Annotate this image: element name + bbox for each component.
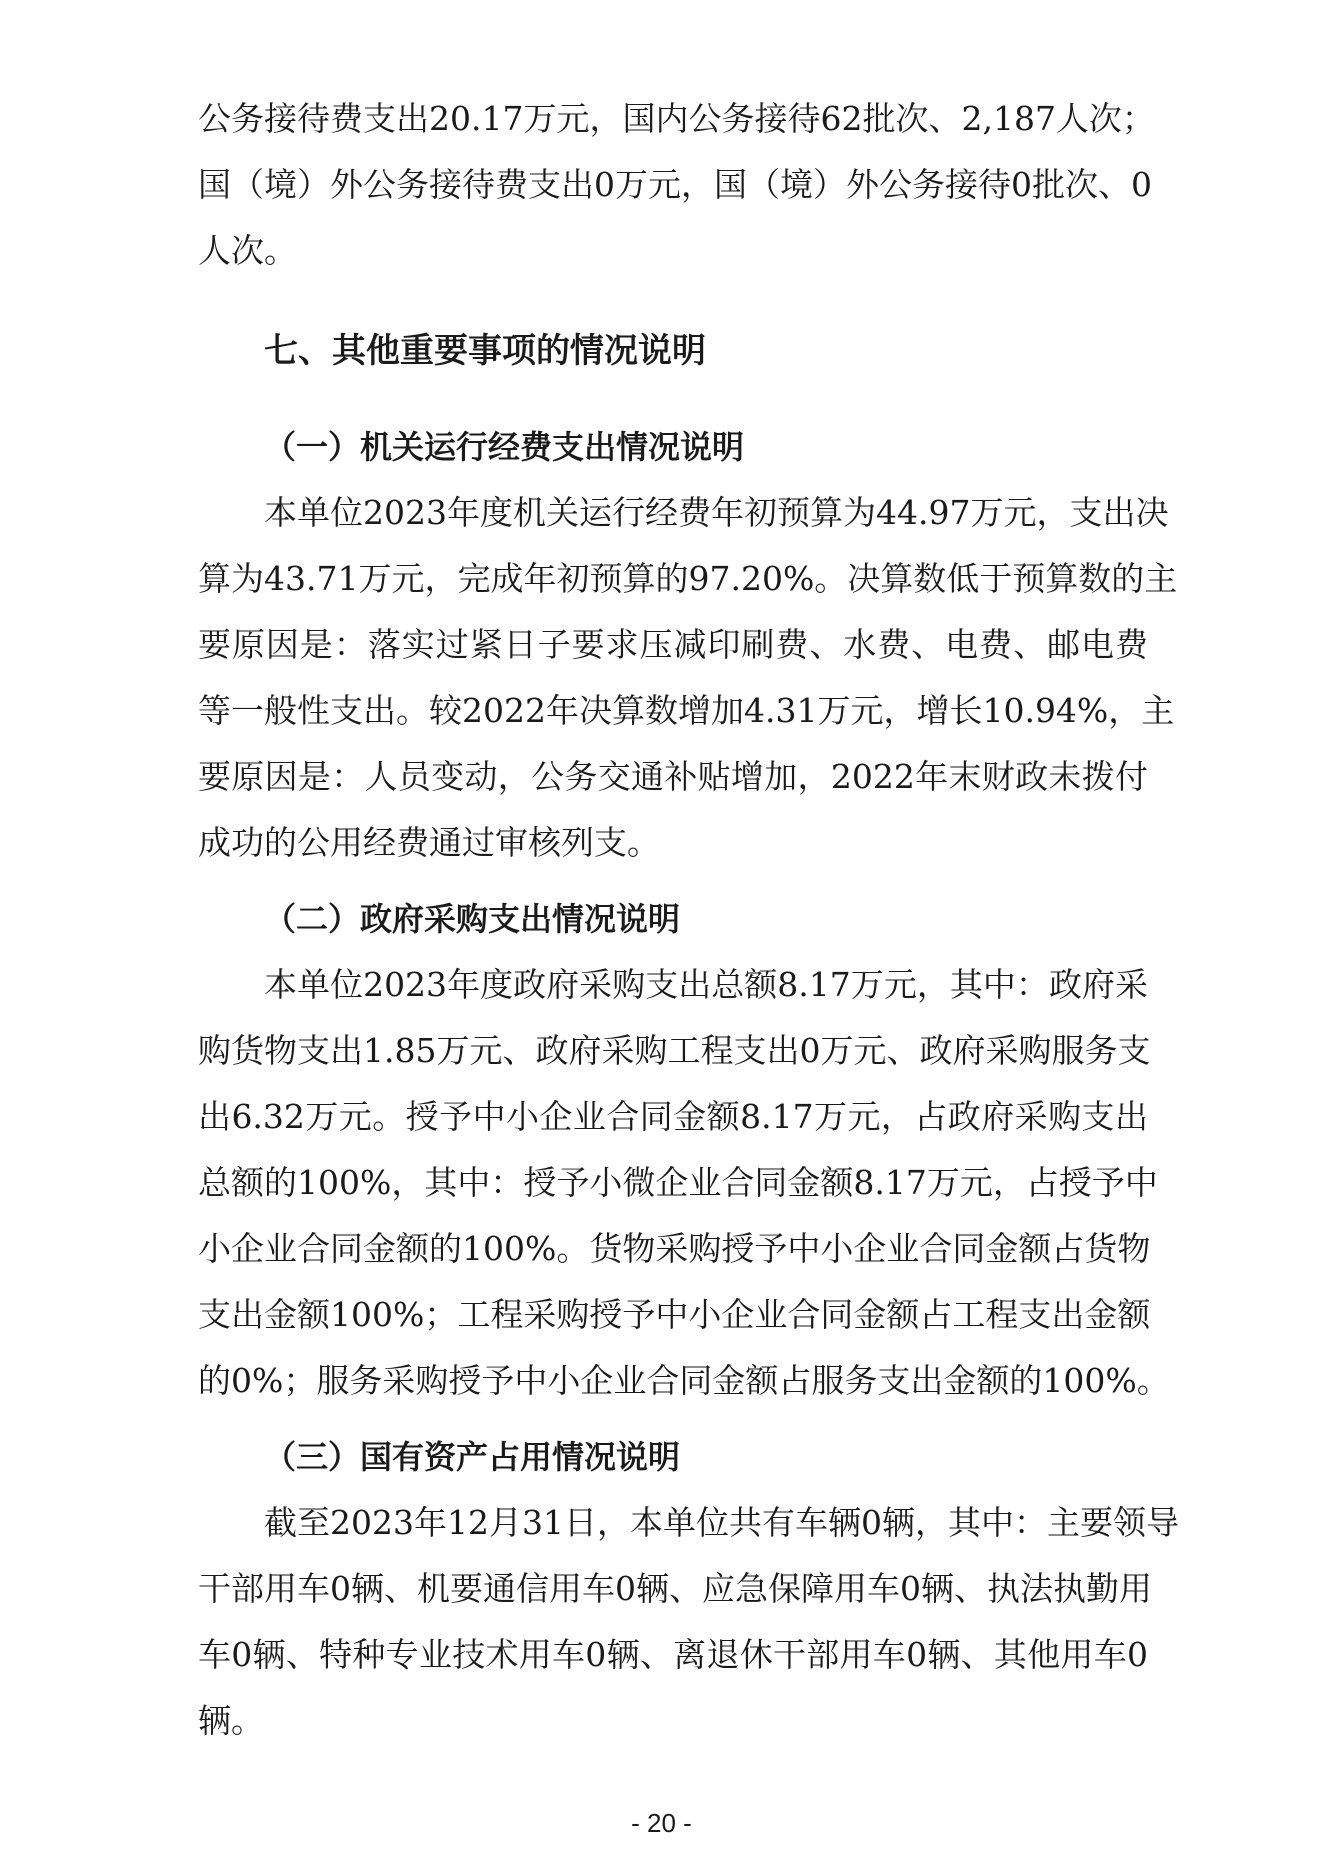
subsection-heading-3: （三）国有资产占用情况说明 [264, 1438, 681, 1476]
text-line: 等一般性支出。较2022年决算数增加4.31万元，增长10.94%，主 [198, 691, 1175, 730]
paragraph-procurement [198, 952, 1170, 1414]
text-line: 总额的100%，其中：授予小微企业合同金额8.17万元，占授予中 [198, 1163, 1158, 1202]
text-line: 公务接待费支出20.17万元，国内公务接待62批次、2,187人次； [198, 99, 1155, 138]
text-line: 本单位2023年度机关运行经费年初预算为44.97万元，支出决 [264, 493, 1169, 532]
text-line: 辆。 [198, 1701, 264, 1740]
text-line: 成功的公用经费通过审核列支。 [198, 823, 660, 862]
text-line: 算为43.71万元，完成年初预算的97.20%。决算数低于预算数的主 [198, 559, 1178, 598]
text-line: 支出金额100%；工程采购授予中小企业合同金额占工程支出金额 [198, 1295, 1151, 1334]
paragraph-state-assets [198, 1490, 1179, 1754]
paragraph-operating-expenses [198, 480, 1178, 876]
page-number: - 20 - [631, 1808, 692, 1838]
page-content [198, 86, 1179, 1754]
text-line: 小企业合同金额的100%。货物采购授予中小企业合同金额占货物 [198, 1229, 1151, 1268]
text-line: 的0%；服务采购授予中小企业合同金额占服务支出金额的100%。 [198, 1361, 1170, 1400]
text-line: 出6.32万元。授予中小企业合同金额8.17万元，占政府采购支出 [198, 1097, 1148, 1136]
section-heading: 七、其他重要事项的情况说明 [264, 331, 706, 371]
text-line: 要原因是：落实过紧日子要求压减印刷费、水费、电费、邮电费 [198, 625, 1148, 664]
text-line: 人次。 [198, 231, 297, 270]
subsection-heading-1: （一）机关运行经费支出情况说明 [264, 428, 745, 466]
text-line: 国（境）外公务接待费支出0万元，国（境）外公务接待0批次、0 [198, 165, 1152, 204]
text-line: 干部用车0辆、机要通信用车0辆、应急保障用车0辆、执法执勤用 [198, 1569, 1152, 1608]
text-line: 车0辆、特种专业技术用车0辆、离退休干部用车0辆、其他用车0 [198, 1635, 1148, 1674]
text-line: 购货物支出1.85万元、政府采购工程支出0万元、政府采购服务支 [198, 1031, 1151, 1070]
intro-paragraph [198, 86, 1155, 284]
text-line: 截至2023年12月31日，本单位共有车辆0辆，其中：主要领导 [264, 1503, 1179, 1542]
text-line: 要原因是：人员变动，公务交通补贴增加，2022年末财政未拨付 [198, 757, 1148, 796]
text-line: 本单位2023年度政府采购支出总额8.17万元，其中：政府采 [264, 965, 1148, 1004]
subsection-heading-2: （二）政府采购支出情况说明 [264, 900, 681, 938]
